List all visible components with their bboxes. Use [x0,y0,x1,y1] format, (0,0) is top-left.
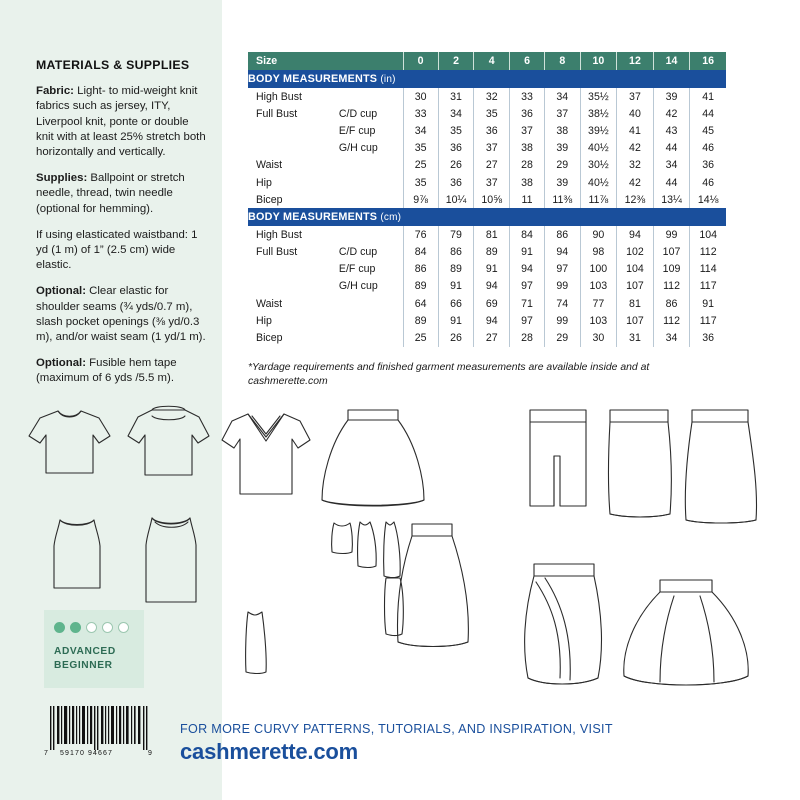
materials-content [36,58,208,398]
cell: 71 [510,295,545,312]
materials-paragraph-optional-clear-elastic [36,284,208,345]
cell: 91 [438,312,474,329]
cell: 27 [474,157,510,174]
cell: 86 [653,295,690,312]
cell: 94 [544,244,580,261]
row-cup-high-bust-in [335,88,403,105]
cell: 91 [702,297,715,310]
cell: 28 [510,329,545,346]
cell: 31 [617,329,654,346]
footer-website[interactable]: cashmerette.com [180,739,358,764]
drawing-long-sleeve [246,612,267,674]
size-chart [248,52,726,347]
cell: 37 [510,122,545,139]
table-row [248,261,726,278]
size-col-4: 4 [474,52,510,70]
cell: 112 [699,246,717,259]
cell: 97 [510,312,545,329]
cell: 46 [702,176,715,189]
cell: 103 [580,278,617,295]
cell: 104 [699,228,717,241]
cell: 64 [403,295,438,312]
barcode-bars [44,706,156,750]
drawing-maxi-skirt [398,524,469,647]
row-label-blank-ef-in [248,122,335,139]
cell: 45 [702,124,715,137]
cell: 34 [653,329,690,346]
cell: 11⅜ [544,191,580,208]
row-cup-waist-in [335,157,403,174]
row-label-high-bust-cm: High Bust [256,228,302,241]
cell: 10¼ [438,191,474,208]
cell: 114 [699,263,717,276]
drawing-pencil-skirt-slit [530,410,586,506]
cell: 94 [617,226,654,243]
cell: 30 [580,329,617,346]
cell: 76 [403,226,438,243]
cell: 102 [617,244,654,261]
cell: 41 [617,122,654,139]
cell: 38 [544,122,580,139]
cell: 40½ [580,140,617,157]
optional-text-2: Fusible hem tape (maximum of 6 yds /5.5 m). [36,357,177,385]
cell: 36 [438,174,474,191]
cell: 39½ [580,122,617,139]
cell: 36 [438,140,474,157]
cell: 34 [544,88,580,105]
cell: 36 [702,332,715,345]
drawing-scoop-tank [146,518,196,602]
footer [180,722,700,765]
cell: 28 [510,157,545,174]
materials-paragraph-elastic [36,228,208,274]
cell: 91 [438,278,474,295]
row-label-high-bust-in: High Bust [256,90,302,103]
drawing-tank-top [54,520,100,588]
cell: 90 [580,226,617,243]
cell: 89 [403,312,438,329]
cell: 13¼ [653,191,690,208]
section-header-in [248,70,726,88]
size-col-16: 16 [690,52,726,70]
cell: 91 [474,261,510,278]
cell: 99 [544,278,580,295]
table-row [248,140,726,157]
cell: 35 [438,122,474,139]
cell: 11 [510,191,545,208]
cell: 38½ [580,105,617,122]
table-row [248,105,726,122]
skill-level-line2: BEGINNER [54,660,113,671]
table-row [248,88,726,105]
cell: 25 [403,329,438,346]
size-col-10: 10 [580,52,617,70]
barcode-right-digit: 9 [148,750,152,757]
row-cup-hip-cm [335,312,403,329]
cell: 37 [474,140,510,157]
size-header-label: Size [248,52,403,70]
row-label-blank-gh-in [248,140,335,157]
barcode [44,706,156,762]
cell: 34 [653,157,690,174]
row-cup-hip-in [335,174,403,191]
cell: 112 [653,278,690,295]
cell: 41 [702,90,715,103]
table-footnote: *Yardage requirements and finished garment measurements are available inside and at cashmerette.com [248,362,650,387]
row-label-waist-cm: Waist [256,297,283,310]
cell: 35½ [580,88,617,105]
section-title-cm: BODY MEASUREMENTS [248,211,378,224]
optional-text-1: Clear elastic for shoulder seams (¾ yds/0.7 m), slash pocket openings (⅜ yd/0.3 m), and/or waist seam (1 yd/1 m). [36,285,206,344]
cell: 9⅞ [403,191,438,208]
cell: 104 [617,261,654,278]
optional-label-2: Optional: [36,357,86,370]
skill-dot-1 [54,622,65,633]
cell: 89 [438,261,474,278]
fabric-label: Fabric: [36,85,74,98]
supplies-text: Ballpoint or stretch needle, thread, twin needle (optional for hemming). [36,172,185,215]
cell: 79 [438,226,474,243]
drawing-boxy-tee [29,411,110,473]
table-row [248,244,726,261]
skill-dot-5 [118,622,129,633]
cell: 25 [403,157,438,174]
table-row [248,226,726,243]
size-header-row [248,52,726,70]
cell: 37 [474,174,510,191]
cell: 42 [617,174,654,191]
cell: 103 [580,312,617,329]
cell: 36 [702,159,715,172]
cell: 97 [544,261,580,278]
cell: 77 [580,295,617,312]
row-cup-cd-cm: C/D cup [335,244,403,261]
table-row [248,174,726,191]
drawing-a-line-skirt [685,410,756,523]
cell: 99 [544,312,580,329]
skill-level-label [54,645,116,673]
row-cup-high-bust-cm [335,226,403,243]
barcode-left-digit: 7 [44,750,48,757]
cell: 29 [544,157,580,174]
cell: 109 [653,261,690,278]
cell: 35 [403,140,438,157]
cell: 29 [544,329,580,346]
cell: 98 [580,244,617,261]
cell: 44 [702,107,715,120]
cell: 11⅞ [580,191,617,208]
row-label-blank-ef-cm [248,261,335,278]
cell: 107 [653,244,690,261]
size-col-12: 12 [617,52,654,70]
cell: 27 [474,329,510,346]
size-col-0: 0 [403,52,438,70]
cell: 107 [617,312,654,329]
cell: 44 [653,140,690,157]
row-cup-gh-cm: G/H cup [335,278,403,295]
cell: 39 [544,174,580,191]
cell: 36 [510,105,545,122]
cell: 84 [403,244,438,261]
table-row [248,295,726,312]
cell: 94 [510,261,545,278]
cell: 97 [510,278,545,295]
drawing-turtleneck-top [128,406,209,475]
materials-paragraph-optional-hem-tape [36,356,208,386]
drawing-circle-skirt [322,410,424,506]
cell: 39 [544,140,580,157]
materials-title: MATERIALS & SUPPLIES [36,58,190,72]
cell: 30 [403,88,438,105]
cell: 84 [510,226,545,243]
skill-dot-3 [86,622,97,633]
row-label-blank-gh-cm [248,278,335,295]
optional-label-1: Optional: [36,285,86,298]
cell: 14⅛ [697,193,719,206]
cell: 66 [438,295,474,312]
row-cup-ef-cm: E/F cup [335,261,403,278]
cell: 112 [653,312,690,329]
row-label-bicep-cm: Bicep [256,332,283,345]
cell: 36 [474,122,510,139]
cell: 99 [653,226,690,243]
cell: 35 [403,174,438,191]
cell: 12⅜ [617,191,654,208]
cell: 37 [617,88,654,105]
cell: 117 [699,280,717,293]
footer-tagline: FOR MORE CURVY PATTERNS, TUTORIALS, AND INSPIRATION, VISIT [180,722,613,736]
cell: 26 [438,157,474,174]
size-col-2: 2 [438,52,474,70]
cell: 26 [438,329,474,346]
drawing-sleeve-pieces [332,522,404,636]
table-row [248,329,726,346]
section-title-in: BODY MEASUREMENTS [248,73,378,85]
row-label-hip-in: Hip [256,176,272,189]
size-col-6: 6 [510,52,545,70]
row-cup-ef-in: E/F cup [335,122,403,139]
cell: 94 [474,312,510,329]
row-cup-cd-in: C/D cup [335,105,403,122]
cell: 40½ [580,174,617,191]
fabric-text: Light- to mid-weight knit fabrics such as jersey, ITY, Liverpool knit, ponte or double knit with at least 25% stretch both horizontally and vertically. [36,85,206,159]
table-row [248,278,726,295]
cell: 81 [617,295,654,312]
cell: 91 [510,244,545,261]
row-cup-bicep-cm [335,329,403,346]
cell: 34 [403,122,438,139]
row-cup-bicep-in [335,191,403,208]
section-unit-in: (in) [380,74,396,85]
skill-level-badge [44,610,144,688]
cell: 42 [653,105,690,122]
size-col-14: 14 [653,52,690,70]
table-row [248,157,726,174]
cell: 89 [403,278,438,295]
cell: 10⅝ [474,191,510,208]
cell: 43 [653,122,690,139]
row-label-full-bust-in: Full Bust [256,107,298,120]
cell: 107 [617,278,654,295]
cell: 38 [510,174,545,191]
row-cup-waist-cm [335,295,403,312]
cell: 38 [510,140,545,157]
section-header-cm [248,208,726,226]
cell: 32 [617,157,654,174]
drawing-vneck-tee [222,414,310,494]
cell: 46 [702,142,715,155]
cell: 89 [474,244,510,261]
cell: 34 [438,105,474,122]
cell: 86 [544,226,580,243]
elastic-text: If using elasticated waistband: 1 yd (1 m) of 1” (2.5 cm) wide elastic. [36,228,198,272]
cell: 94 [474,278,510,295]
cell: 37 [544,105,580,122]
row-cup-gh-in: G/H cup [335,140,403,157]
skill-dots [54,622,129,633]
cell: 86 [438,244,474,261]
cell: 30½ [580,157,617,174]
supplies-label: Supplies: [36,172,88,185]
section-unit-cm: (cm) [380,212,402,224]
table-row [248,122,726,139]
cell: 117 [699,314,717,327]
cell: 35 [474,105,510,122]
row-label-full-bust-cm: Full Bust [256,246,298,259]
table-row [248,312,726,329]
row-label-waist-in: Waist [256,159,283,172]
skill-dot-4 [102,622,113,633]
cell: 44 [653,174,690,191]
drawing-straight-skirt [609,410,672,517]
materials-paragraph-fabric [36,84,208,160]
cell: 32 [474,88,510,105]
row-label-hip-cm: Hip [256,314,272,327]
cell: 74 [544,295,580,312]
cell: 86 [403,261,438,278]
drawing-full-circle-skirt [624,580,748,685]
skill-dot-2 [70,622,81,633]
materials-paragraph-supplies [36,171,208,217]
cell: 31 [438,88,474,105]
cell: 33 [510,88,545,105]
size-col-8: 8 [544,52,580,70]
drawing-draped-skirt [525,564,602,684]
barcode-digits: 59170 94667 [60,750,113,757]
size-chart-table [248,52,726,347]
cell: 39 [653,88,690,105]
row-label-bicep-in: Bicep [256,193,283,206]
skill-level-line1: ADVANCED [54,646,116,657]
cell: 100 [580,261,617,278]
cell: 33 [403,105,438,122]
cell: 42 [617,140,654,157]
cell: 69 [474,295,510,312]
table-row [248,191,726,208]
cell: 81 [474,226,510,243]
cell: 40 [617,105,654,122]
